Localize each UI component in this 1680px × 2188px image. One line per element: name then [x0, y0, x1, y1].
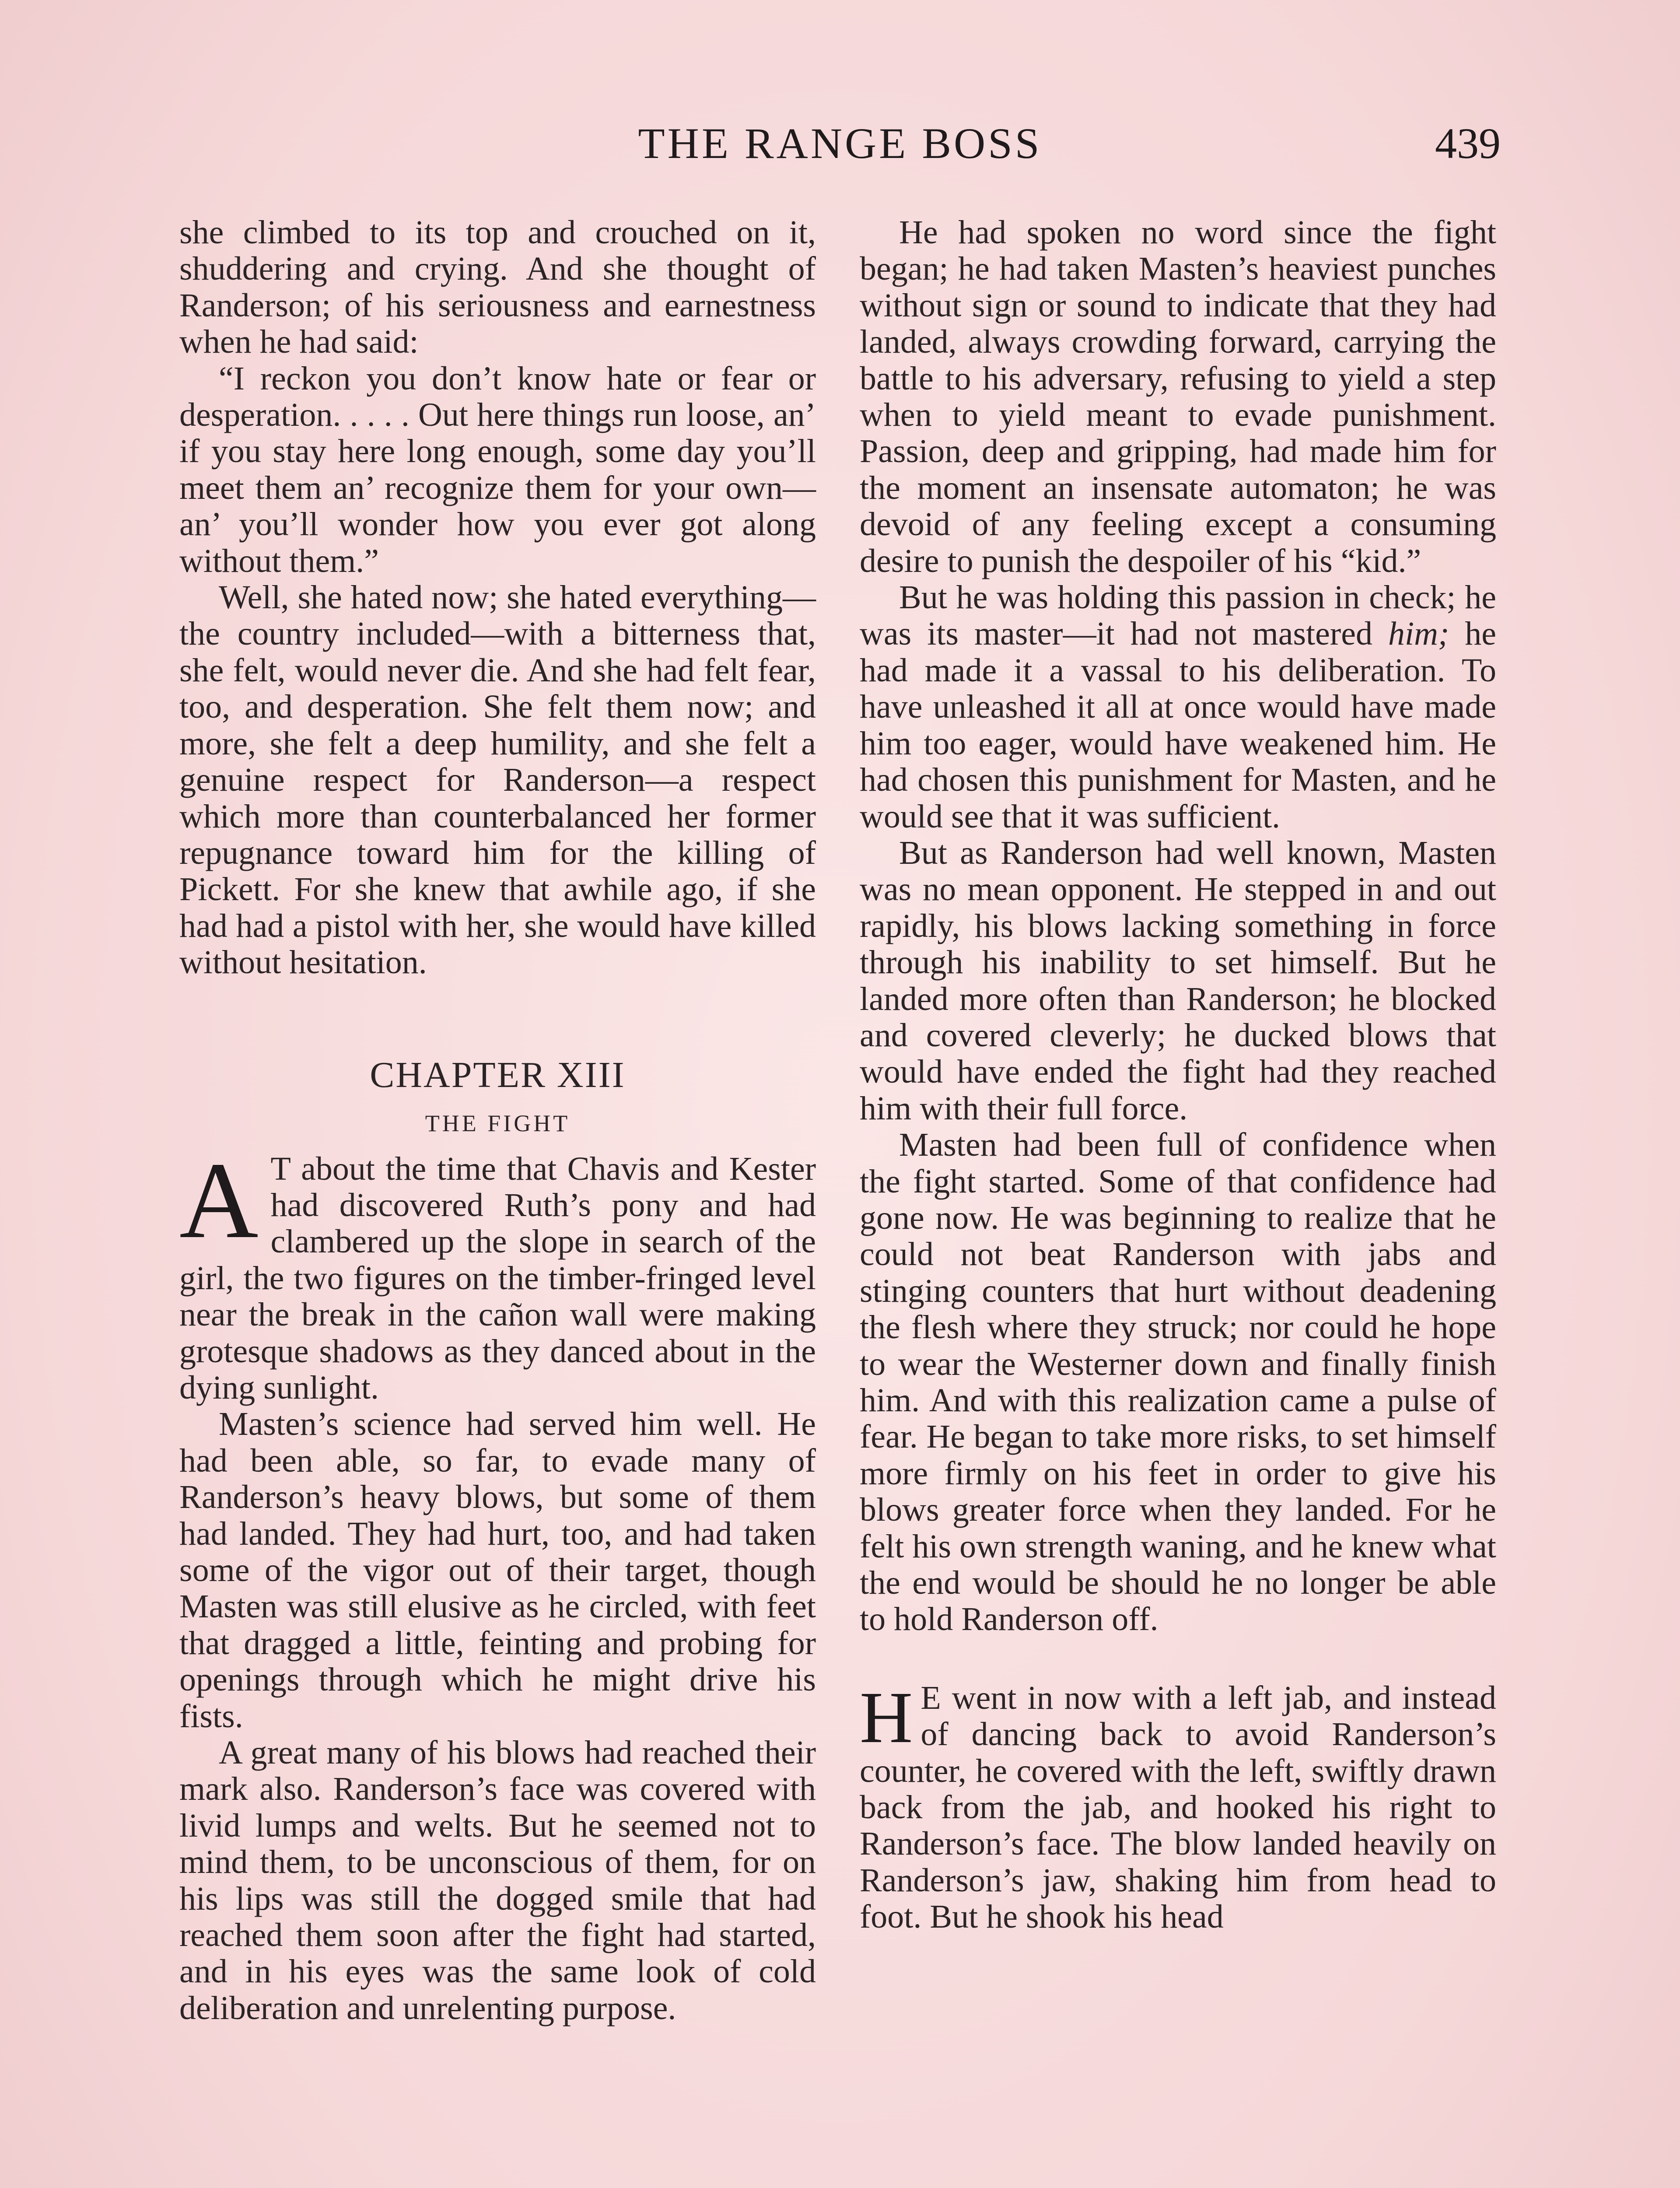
page-number: 439	[1435, 119, 1501, 168]
paragraph	[860, 579, 1496, 835]
paragraph-text: But he was holding this passion in check; he was its master—it had not mastered	[860, 579, 1496, 652]
paragraph-text: E went in now with a left jab, and instead of dancing back to avoid Randerson’s counter, he covered with the left, swiftly drawn back from the jab, and hooked his right to Randerson’s face. The blow landed heavily on Randerson’s jaw, shaking him from head to foot. But he shook his head	[860, 1679, 1496, 1936]
running-title: THE RANGE BOSS	[638, 119, 1042, 168]
paragraph: Masten had been full of confidence when the fight started. Some of that confidence had gone now. He was beginning to realize that he could not beat Randerson with jabs and stinging counters that hurt without deadening the flesh where they struck; nor could he hope to wear the Westerner down and finally finish him. And with this realization came a pulse of fear. He began to take more risks, to set himself more firmly on his feet in order to give his blows greater force when they landed. For he felt his own strength waning, and he knew what the end would be should he no longer be able to hold Randerson off.	[860, 1126, 1496, 1638]
emphasis-text: him;	[1388, 615, 1449, 652]
paragraph: she climbed to its top and crouched on it, shuddering and crying. And she thought of Randerson; of his seriousness and earnestness when he had said:	[179, 214, 816, 361]
left-column	[179, 214, 816, 2027]
right-column	[860, 214, 1496, 1936]
paragraph: “I reckon you don’t know hate or fear or desperation. . . . . Out here things run loose, an’ if you stay here long enough, some day you’ll meet them an’ recognize them for your own—an’ you’ll wonder how you ever got along without them.”	[179, 360, 816, 579]
drop-cap: H	[860, 1676, 913, 1758]
paragraph: But as Randerson had well known, Masten was no mean opponent. He stepped in and out rapidly, his blows lacking something in force through his inability to set himself. But he landed more often than Randerson; he blocked and covered cleverly; he ducked blows that would have ended the fight had they reached him with their full force.	[860, 834, 1496, 1127]
opening-paragraph	[179, 1140, 816, 1406]
paragraph: Well, she hated now; she hated everything—the country included—with a bitterness that, she felt, would never die. And she had felt fear, too, and desperation. She felt them now; and more, she felt a deep humility, and she felt a genuine respect for Randerson—a respect which more than counterbalanced her former repugnance toward him for the killing of Pickett. For she knew that awhile ago, if she had had a pistol with her, she would have killed without hesitation.	[179, 579, 816, 981]
drop-cap: A	[179, 1140, 259, 1261]
section-paragraph	[860, 1676, 1496, 1936]
paragraph: He had spoken no word since the fight began; he had taken Masten’s heaviest punches without sign or sound to indicate that they had landed, always crowding forward, carrying the battle to his adversary, refusing to yield a step when to yield meant to evade punishment. Passion, deep and gripping, had made him for the moment an insensate automaton; he was devoid of any feeling except a consuming desire to punish the despoiler of his “kid.”	[860, 214, 1496, 579]
paragraph: Masten’s science had served him well. He had been able, so far, to evade many of Randerson’s heavy blows, but some of them had landed. They had hurt, too, and had taken some of the vigor out of their target, though Masten was still elusive as he circled, with feet that dragged a little, feinting and probing for openings through which he might drive his fists.	[179, 1406, 816, 1735]
paragraph: A great many of his blows had reached their mark also. Randerson’s face was covered with livid lumps and welts. But he seemed not to mind them, to be unconscious of them, for on his lips was still the dogged smile that had reached them soon after the fight had started, and in his eyes was the same look of cold deliberation and unrelenting purpose.	[179, 1734, 816, 2027]
chapter-heading	[179, 1051, 816, 1143]
page-header	[179, 118, 1501, 179]
chapter-subtitle: THE FIGHT	[425, 1110, 570, 1136]
chapter-title: CHAPTER XIII	[370, 1054, 626, 1095]
paragraph-text: T about the time that Chavis and Kester had discovered Ruth’s pony and had clambered up the slope in search of the girl, the two figures on the timber-fringed level near the break in the cañon wall were making grotesque shadows as they danced about in the dying sunlight.	[179, 1150, 816, 1406]
paragraph-text: he had made it a vassal to his deliberation. To have unleashed it all at once would have made him too eager, would have weakened him. He had chosen this punishment for Masten, and he would see that it was sufficient.	[860, 615, 1496, 835]
